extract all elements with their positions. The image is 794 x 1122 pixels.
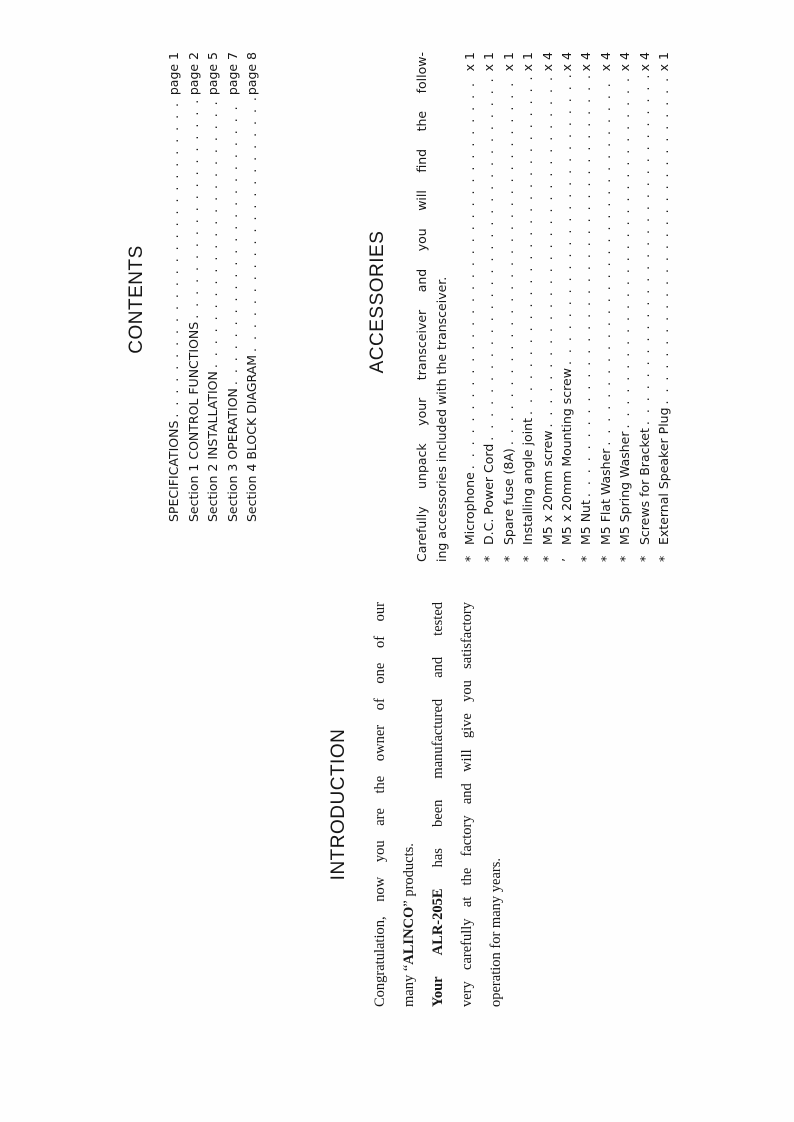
introduction-heading: INTRODUCTION [328, 728, 349, 881]
accessory-item [557, 52, 576, 562]
toc-entry-label: Section 4 BLOCK DIAGRAM [244, 354, 259, 522]
table-of-contents [164, 52, 262, 522]
accessory-bullet: * [578, 555, 594, 562]
accessory-quantity: x 4 [559, 52, 575, 72]
accessory-bullet: * [520, 555, 536, 562]
contents-heading: CONTENTS [126, 245, 147, 354]
accessory-label: M5 Nut [578, 500, 594, 545]
intro-line-2 [395, 602, 424, 1007]
accessory-item [576, 52, 595, 562]
accessory-item [538, 52, 557, 562]
accessory-item [479, 52, 498, 562]
dot-leader [615, 74, 634, 428]
intro-line-1: Congratulation, now you are the owner of one of our [372, 602, 388, 1007]
accessory-quantity: x 4 [636, 52, 652, 72]
toc-entry-page: page 2 [185, 52, 201, 96]
accessory-quantity: x 4 [578, 52, 594, 72]
toc-entry-label: SPECIFICATIONS [166, 420, 181, 522]
model-name: ALR-205E [430, 888, 446, 956]
toc-entry [242, 52, 262, 522]
accessory-item [499, 52, 518, 562]
accessory-quantity: x 1 [481, 52, 497, 72]
dot-leader [499, 74, 518, 445]
accessory-bullet: * [636, 555, 652, 562]
dot-leader [635, 74, 654, 425]
accessories-intro-line-1: Carefully unpack your transceiver and you will find the follow- [414, 52, 429, 562]
dot-leader [557, 74, 576, 365]
brand-name: ALINCO [401, 906, 417, 965]
dot-leader [242, 98, 262, 352]
accessory-label: External Speaker Plug [656, 407, 672, 545]
accessory-label: M5 Flat Washer [597, 448, 613, 545]
dot-leader [518, 74, 537, 415]
accessory-label: Spare fuse (8A) [500, 448, 516, 545]
accessory-item [654, 52, 673, 562]
intro-line-5: operation for many years. [488, 858, 504, 1007]
accessory-bullet: * [617, 555, 633, 562]
accessory-label: M5 x 20mm Mounting screw [559, 368, 575, 545]
intro-line-3-end: has been manufactured and tested [430, 601, 446, 868]
toc-entry-label: Section 1 CONTROL FUNCTIONS [185, 321, 201, 522]
accessories-intro [412, 52, 451, 562]
toc-entry [223, 52, 243, 522]
accessory-item [615, 52, 634, 562]
intro-line-4: very carefully at the factory and will give you satisfactory [459, 602, 475, 1007]
introduction-text [366, 602, 511, 1007]
toc-entry [184, 52, 204, 522]
accessory-label: Installing angle joint [520, 417, 536, 545]
intro-line-3 [424, 602, 453, 1007]
toc-entry-page: page 1 [166, 52, 181, 96]
accessory-quantity: x 4 [617, 52, 633, 72]
dot-leader [223, 98, 243, 385]
toc-entry-page: page 7 [224, 52, 240, 96]
dot-leader [596, 74, 615, 445]
dot-leader [164, 98, 184, 417]
dot-leader [460, 74, 479, 469]
accessories-list [460, 52, 673, 562]
accessory-quantity: x 4 [539, 52, 555, 72]
intro-line-2-start: many “ [401, 964, 417, 1007]
accessory-item [460, 52, 479, 562]
toc-entry-label: Section 3 OPERATION [224, 388, 240, 522]
accessory-bullet: * [656, 555, 672, 562]
accessory-bullet: * [500, 555, 516, 562]
accessory-bullet: * [539, 555, 555, 562]
toc-entry-label: Section 2 INSTALLATION [205, 371, 220, 522]
intro-line-3-start: Your [430, 976, 446, 1007]
accessory-label: Screws for Bracket [636, 428, 652, 545]
dot-leader [203, 98, 223, 368]
toc-entry-page: page 8 [244, 52, 259, 96]
accessory-item [518, 52, 537, 562]
accessory-bullet: * [597, 555, 613, 562]
accessory-bullet: ’ [559, 558, 575, 562]
toc-entry [164, 52, 184, 522]
intro-line-2-end: ” products. [401, 843, 417, 907]
dot-leader [576, 74, 595, 497]
dot-leader [538, 74, 557, 427]
toc-entry [203, 52, 223, 522]
accessory-quantity: x 4 [597, 52, 613, 72]
accessory-quantity: x 1 [462, 52, 477, 72]
accessory-item [635, 52, 654, 562]
accessory-label: D.C. Power Cord [481, 443, 497, 545]
accessory-item [596, 52, 615, 562]
dot-leader [654, 74, 673, 404]
accessory-quantity: x 1 [656, 52, 672, 72]
toc-entry-page: page 5 [205, 52, 220, 96]
accessory-label: Microphone [462, 472, 477, 545]
dot-leader [184, 98, 204, 319]
accessory-quantity: x 1 [500, 52, 516, 72]
accessory-bullet: * [481, 555, 497, 562]
accessory-label: M5 x 20mm screw [539, 430, 555, 545]
accessory-quantity: x 1 [520, 52, 536, 72]
accessory-label: M5 Spring Washer [617, 431, 633, 545]
dot-leader [479, 74, 498, 440]
accessories-intro-line-2: ing accessories included with the transceiver. [433, 276, 449, 562]
accessories-heading: ACCESSORIES [367, 230, 388, 374]
accessory-bullet: * [462, 555, 477, 562]
